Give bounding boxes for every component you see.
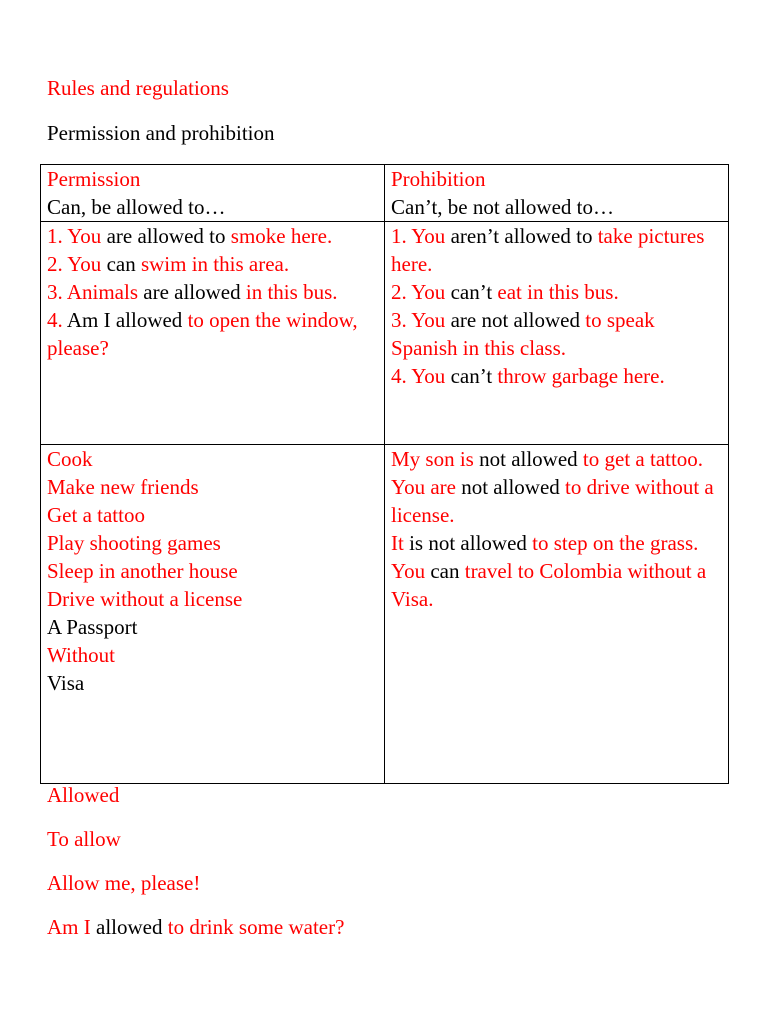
prohibition-sentence-segment: can [425,559,465,583]
prohibition-subheading: Can’t, be not allowed to… [391,195,614,219]
bottom-line [47,781,344,809]
prohibition-sentence-segment: It [391,531,404,555]
prohibition-sentence-segment: not allowed [455,475,566,499]
prohibition-example [391,306,722,362]
permission-example-segment: swim in this area. [140,252,290,276]
vocabulary-item: Make new friends [47,475,199,499]
bottom-line-segment: Allow me, please! [47,871,201,895]
permission-subheading: Can, be allowed to… [47,195,226,219]
prohibition-example-segment: 1. [391,224,412,248]
permission-heading: Permission [47,167,141,191]
vocabulary-item: Visa [47,671,85,695]
prohibition-example-segment: aren’t allowed to [445,224,598,248]
prohibition-example [391,362,722,390]
prohibition-sentence-segment: You are [391,475,456,499]
prohibition-example [391,222,722,278]
prohibition-examples-cell [385,222,729,445]
prohibition-examples [391,222,722,390]
permission-example-segment: in this bus. [245,280,338,304]
vocabulary-item: Sleep in another house [47,559,238,583]
prohibition-example-segment: You [411,308,446,332]
prohibition-header-cell [385,165,729,222]
vocabulary-list [47,445,378,697]
permission-example-segment: You [67,224,102,248]
prohibition-example [391,278,722,306]
vocabulary-item: Get a tattoo [47,503,145,527]
prohibition-sentence-segment: to drive without a license. [391,475,714,527]
permission-example-segment: Am I allowed [62,308,188,332]
bottom-line-segment: Am I [47,915,91,939]
table-vocabulary-row [41,445,729,784]
permission-example [47,250,378,278]
permission-header-cell [41,165,385,222]
permission-example-segment: 1. [47,224,68,248]
rules-table [40,164,729,784]
prohibition-sentence-segment: to get a tattoo. [582,447,704,471]
bottom-line [47,869,344,897]
page-subtitle: Permission and prohibition [47,121,275,145]
permission-example-segment: 4. [47,308,63,332]
prohibition-example-segment: to speak Spanish in this class. [391,308,655,360]
bottom-line-segment: Allowed [47,783,120,807]
permission-example [47,222,378,250]
permission-example-segment: 3. [47,280,67,304]
prohibition-sentences [391,445,722,613]
bottom-line [47,913,344,941]
bottom-line-segment: to drink some water? [167,915,345,939]
permission-examples [47,222,378,362]
page-title: Rules and regulations [47,76,229,100]
vocabulary-item: Cook [47,447,93,471]
prohibition-example-segment: 2. [391,280,412,304]
permission-example-segment: can [101,252,141,276]
prohibition-sentence [391,557,722,613]
vocabulary-item: Without [47,643,115,667]
permission-example-segment: are allowed [138,280,246,304]
vocabulary-item: A Passport [47,615,138,639]
bottom-line-segment: allowed [90,915,168,939]
sentences-cell [385,445,729,784]
prohibition-example-segment: You [411,224,446,248]
prohibition-example-segment: are not allowed [445,308,586,332]
vocabulary-cell [41,445,385,784]
table-examples-row [41,222,729,445]
permission-example [47,306,378,362]
prohibition-example-segment: can’t [445,364,498,388]
permission-examples-cell [41,222,385,445]
bottom-lines [47,781,344,957]
permission-example [47,278,378,306]
permission-example-segment: to open the window, please? [47,308,358,360]
permission-example-segment: 2. [47,252,68,276]
prohibition-example-segment: can’t [445,280,498,304]
prohibition-sentence [391,473,722,529]
vocabulary-item: Drive without a license [47,587,243,611]
prohibition-sentence-segment: to step on the grass. [532,531,699,555]
bottom-line-segment: To allow [47,827,121,851]
prohibition-sentence-segment: is not allowed [403,531,533,555]
prohibition-example-segment: take pictures here. [391,224,705,276]
vocabulary-item: Play shooting games [47,531,221,555]
prohibition-sentence [391,445,722,473]
prohibition-example-segment: You [411,280,446,304]
prohibition-sentence-segment: travel to Colombia without a Visa. [391,559,707,611]
permission-example-segment: are allowed to [101,224,231,248]
prohibition-example-segment: throw garbage here. [497,364,665,388]
bottom-line [47,825,344,853]
prohibition-sentence [391,529,722,557]
permission-example-segment: Animals [66,280,139,304]
prohibition-sentence-segment: My son is [391,447,474,471]
prohibition-sentence-segment: You [391,559,426,583]
prohibition-example-segment: eat in this bus. [497,280,619,304]
table-header-row [41,165,729,222]
prohibition-sentence-segment: not allowed [473,447,583,471]
permission-example-segment: smoke here. [230,224,333,248]
prohibition-example-segment: 3. [391,308,412,332]
permission-example-segment: You [67,252,102,276]
prohibition-example-segment: 4. [391,364,412,388]
prohibition-heading: Prohibition [391,167,486,191]
prohibition-example-segment: You [411,364,446,388]
